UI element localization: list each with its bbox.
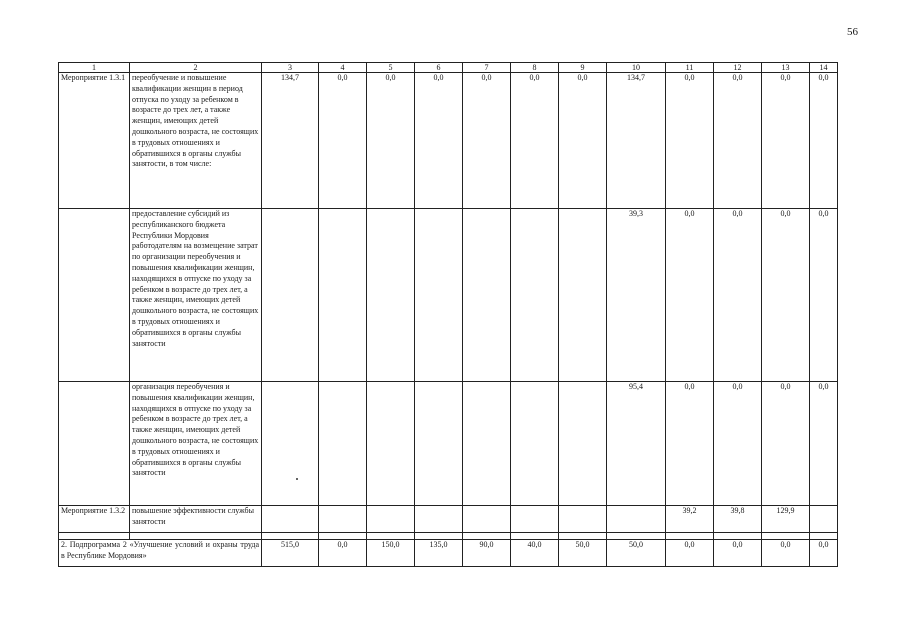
value-cell: 50,0 [607, 540, 666, 567]
value-cell: 515,0 [262, 540, 319, 567]
spacer-cell [59, 533, 130, 540]
value-cell [262, 209, 319, 382]
value-cell: 95,4 [607, 382, 666, 506]
value-cell: 0,0 [319, 73, 367, 209]
value-cell: 135,0 [415, 540, 463, 567]
value-cell [463, 209, 511, 382]
value-cell: 0,0 [714, 540, 762, 567]
spacer-cell [511, 533, 559, 540]
value-cell [511, 506, 559, 533]
row-label: Мероприятие 1.3.1 [59, 73, 130, 209]
subprogram-row [59, 540, 838, 567]
value-cell: 129,9 [762, 506, 810, 533]
value-cell [262, 382, 319, 506]
column-header: 2 [130, 63, 262, 73]
column-header: 6 [415, 63, 463, 73]
table-row [59, 209, 838, 382]
column-header: 4 [319, 63, 367, 73]
column-header: 14 [810, 63, 838, 73]
value-cell: 0,0 [714, 209, 762, 382]
column-header: 11 [666, 63, 714, 73]
value-cell [262, 506, 319, 533]
value-cell: 0,0 [762, 382, 810, 506]
value-cell: 40,0 [511, 540, 559, 567]
value-cell: 134,7 [607, 73, 666, 209]
spacer-cell [607, 533, 666, 540]
value-cell: 0,0 [762, 73, 810, 209]
value-cell [415, 382, 463, 506]
value-cell: 150,0 [367, 540, 415, 567]
row-label: Мероприятие 1.3.2 [59, 506, 130, 533]
row-description: переобучение и повышение квалификации женщин в период отпуска по уходу за ребенком в возрасте до трех лет, а также женщин, имеющих детей дошкольного возраста, не состоящих в трудовых отношениях и обратившихся в органы службы занятости, в том числе: [130, 73, 262, 209]
value-cell: 0,0 [810, 382, 838, 506]
value-cell [810, 506, 838, 533]
table-row [59, 73, 838, 209]
value-cell: 0,0 [666, 209, 714, 382]
spacer-cell [262, 533, 319, 540]
spacer-cell [463, 533, 511, 540]
scan-speck [296, 478, 298, 480]
value-cell: 39,8 [714, 506, 762, 533]
row-description: предоставление субсидий из республиканского бюджета Республики Мордовия работодателям на возмещение затрат по организации переобучения и повышения квалификации женщин, находящихся в отпуске по уходу за ребенком в возрасте до трех лет, а также женщин, имеющих детей дошкольного возраста, не состоящих в трудовых отношениях и обратившихся в органы службы занятости [130, 209, 262, 382]
row-label [59, 209, 130, 382]
column-header: 8 [511, 63, 559, 73]
value-cell [559, 382, 607, 506]
value-cell: 0,0 [714, 73, 762, 209]
column-header: 13 [762, 63, 810, 73]
budget-table [58, 62, 838, 567]
value-cell: 134,7 [262, 73, 319, 209]
subprogram-title: 2. Подпрограмма 2 «Улучшение условий и охраны труда в Республике Мордовия» [59, 540, 262, 567]
value-cell: 0,0 [367, 73, 415, 209]
spacer-cell [714, 533, 762, 540]
spacer-cell [130, 533, 262, 540]
header-row [59, 63, 838, 73]
value-cell: 0,0 [666, 382, 714, 506]
spacer-row [59, 533, 838, 540]
value-cell [559, 506, 607, 533]
value-cell: 0,0 [810, 209, 838, 382]
spacer-cell [319, 533, 367, 540]
column-header: 9 [559, 63, 607, 73]
value-cell: 0,0 [762, 209, 810, 382]
value-cell: 0,0 [415, 73, 463, 209]
value-cell: 0,0 [810, 73, 838, 209]
value-cell [463, 382, 511, 506]
value-cell: 0,0 [810, 540, 838, 567]
value-cell: 0,0 [762, 540, 810, 567]
value-cell [319, 209, 367, 382]
value-cell: 0,0 [559, 73, 607, 209]
value-cell [319, 506, 367, 533]
value-cell [511, 382, 559, 506]
value-cell [607, 506, 666, 533]
value-cell: 50,0 [559, 540, 607, 567]
value-cell [367, 382, 415, 506]
value-cell [559, 209, 607, 382]
value-cell: 0,0 [666, 540, 714, 567]
column-header: 1 [59, 63, 130, 73]
value-cell [415, 506, 463, 533]
column-header: 10 [607, 63, 666, 73]
value-cell: 0,0 [319, 540, 367, 567]
spacer-cell [810, 533, 838, 540]
value-cell [367, 506, 415, 533]
value-cell [511, 209, 559, 382]
value-cell: 0,0 [463, 73, 511, 209]
spacer-cell [762, 533, 810, 540]
page-number: 56 [847, 26, 858, 38]
spacer-cell [367, 533, 415, 540]
column-header: 3 [262, 63, 319, 73]
row-label [59, 382, 130, 506]
value-cell: 39,2 [666, 506, 714, 533]
value-cell [415, 209, 463, 382]
column-header: 5 [367, 63, 415, 73]
value-cell: 0,0 [666, 73, 714, 209]
spacer-cell [666, 533, 714, 540]
table-row [59, 382, 838, 506]
value-cell: 0,0 [714, 382, 762, 506]
column-header: 12 [714, 63, 762, 73]
table-row [59, 506, 838, 533]
column-header: 7 [463, 63, 511, 73]
spacer-cell [415, 533, 463, 540]
row-description: организация переобучения и повышения квалификации женщин, находящихся в отпуске по уходу за ребенком в возрасте до трех лет, а также женщин, имеющих детей дошкольного возраста, не состоящих в трудовых отношениях и обратившихся в органы службы занятости [130, 382, 262, 506]
value-cell: 90,0 [463, 540, 511, 567]
spacer-cell [559, 533, 607, 540]
value-cell [463, 506, 511, 533]
value-cell: 0,0 [511, 73, 559, 209]
value-cell: 39,3 [607, 209, 666, 382]
value-cell [367, 209, 415, 382]
value-cell [319, 382, 367, 506]
row-description: повышение эффективности службы занятости [130, 506, 262, 533]
